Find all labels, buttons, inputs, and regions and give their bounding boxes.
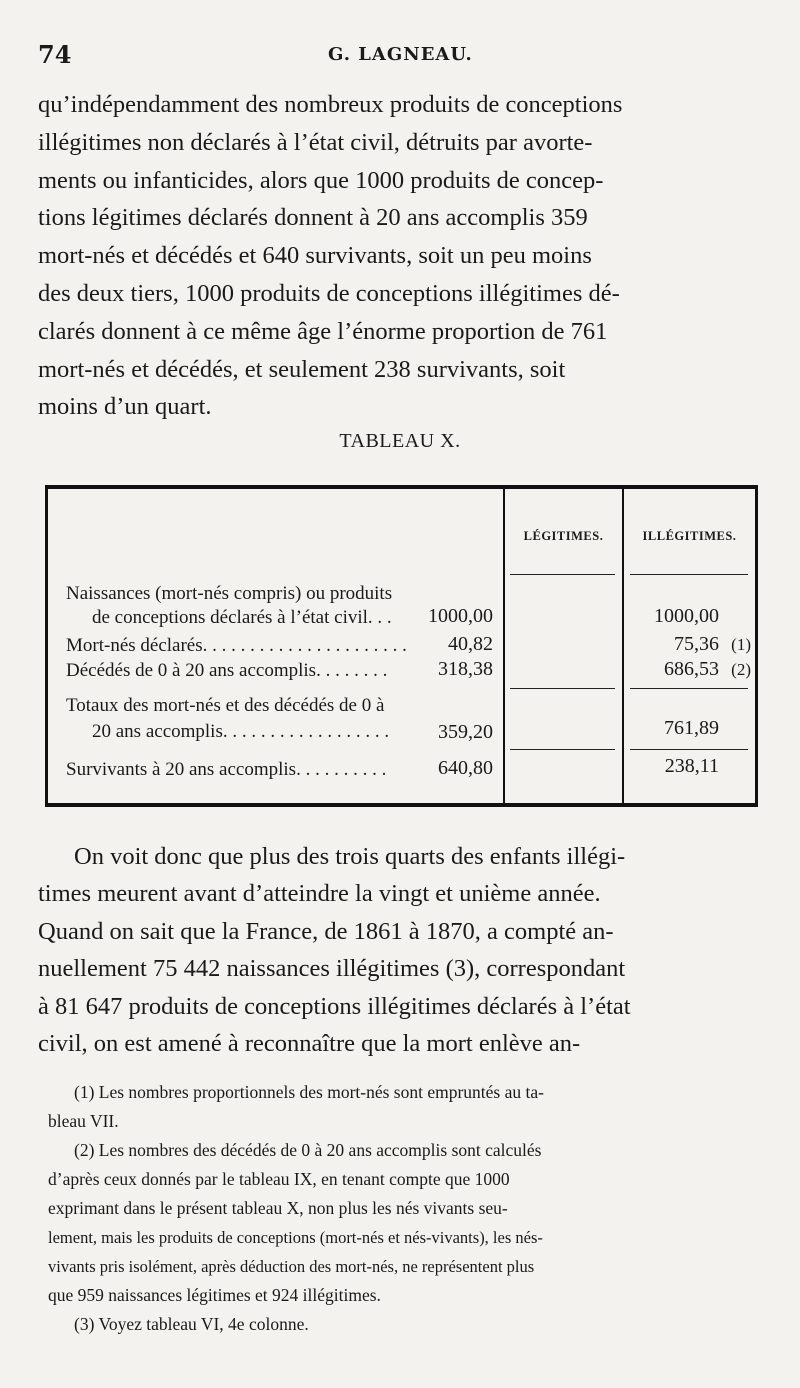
table-rule	[630, 749, 748, 750]
text-line: ments ou infanticides, alors que 1000 produits de concep-	[38, 166, 604, 194]
footnote-2-line: vivants pris isolément, après déduction des mort-nés, ne représentent plus	[48, 1257, 535, 1276]
cell-illegitimes: 761,89	[664, 717, 719, 739]
text-line: mort-nés et décédés et 640 survivants, soit un peu moins	[38, 242, 592, 270]
cell-legitimes: 359,20	[438, 721, 493, 743]
row-label: Totaux des mort-nés et des décédés de 0 à	[66, 695, 385, 716]
table-rule	[510, 574, 615, 575]
table-rule	[510, 749, 615, 750]
text-line: nuellement 75 442 naissances illégitimes (3), correspondant	[38, 955, 626, 983]
cell-illegitimes: 238,11	[664, 755, 719, 777]
text-line: times meurent avant d’atteindre la vingt et unième année.	[38, 880, 601, 908]
footnote-1-line: (1) Les nombres proportionnels des mort-nés sont empruntés au ta-	[74, 1082, 544, 1102]
row-label: Mort-nés déclarés. . . . . . . . . . . . . . . . . . . . . .	[66, 635, 407, 656]
footnote-ref: (2)	[731, 660, 751, 679]
row-label: Décédés de 0 à 20 ans accomplis. . . . . . . .	[66, 660, 388, 681]
footnote-1-line: bleau VII.	[48, 1111, 119, 1131]
text-line: moins d’un quart.	[38, 393, 212, 421]
footnote-2-line: (2) Les nombres des décédés de 0 à 20 ans accomplis sont calculés	[74, 1140, 542, 1160]
text-line: Quand on sait que la France, de 1861 à 1870, a compté an-	[38, 917, 614, 945]
row-label: Survivants à 20 ans accomplis. . . . . . . . . .	[66, 759, 387, 780]
text-line: des deux tiers, 1000 produits de conceptions illégitimes dé-	[38, 279, 620, 307]
footnotes	[48, 1078, 768, 1339]
text-line: à 81 647 produits de conceptions illégitimes déclarés à l’état	[38, 992, 631, 1020]
table-rule	[630, 688, 748, 689]
cell-illegitimes: 686,53	[664, 658, 719, 680]
text-line: clarés donnent à ce même âge l’énorme proportion de 761	[38, 317, 608, 345]
footnote-2-line: d’après ceux donnés par le tableau IX, en tenant compte que 1000	[48, 1169, 510, 1189]
text-line: On voit donc que plus des trois quarts des enfants illégi-	[74, 843, 626, 870]
body-paragraph-2	[38, 838, 760, 1062]
text-line: mort-nés et décédés, et seulement 238 survivants, soit	[38, 355, 566, 383]
cell-legitimes: 1000,00	[428, 605, 493, 627]
cell-legitimes: 318,38	[438, 658, 493, 680]
footnote-2-line: que 959 naissances légitimes et 924 illégitimes.	[48, 1285, 381, 1305]
footnote-ref: (1)	[731, 635, 751, 654]
page-number: 74	[38, 40, 72, 69]
footnote-2-line: exprimant dans le présent tableau X, non plus les nés vivants seu-	[48, 1198, 508, 1218]
cell-legitimes: 640,80	[438, 757, 493, 779]
column-header-legitimes: LÉGITIMES.	[523, 529, 604, 543]
text-line: tions légitimes déclarés donnent à 20 ans accomplis 359	[38, 204, 588, 232]
text-line: illégitimes non déclarés à l’état civil, détruits par avorte-	[38, 128, 593, 156]
text-line: civil, on est amené à reconnaître que la mort enlève an-	[38, 1030, 581, 1058]
table-title: TABLEAU X.	[339, 430, 461, 452]
data-table	[45, 485, 758, 807]
cell-legitimes: 40,82	[448, 633, 493, 655]
cell-illegitimes: 75,36	[674, 633, 719, 655]
row-label: 20 ans accomplis. . . . . . . . . . . . . . . . . .	[92, 721, 390, 742]
footnote-3-line: (3) Voyez tableau VI, 4e colonne.	[74, 1314, 309, 1334]
table-rule	[630, 574, 748, 575]
footnote-2-line: lement, mais les produits de conceptions (mort-nés et nés-vivants), les nés-	[48, 1228, 543, 1247]
body-paragraph-1	[38, 86, 760, 426]
cell-illegitimes: 1000,00	[654, 605, 719, 627]
text-line: qu’indépendamment des nombreux produits de conceptions	[38, 91, 623, 118]
row-label: Naissances (mort-nés compris) ou produits	[66, 583, 393, 604]
table-rule	[510, 688, 615, 689]
running-head: G. LAGNEAU.	[328, 44, 473, 65]
row-label: de conceptions déclarés à l’état civil. . .	[92, 607, 392, 628]
page-header	[38, 40, 758, 80]
column-header-illegitimes: ILLÉGITIMES.	[642, 529, 737, 543]
